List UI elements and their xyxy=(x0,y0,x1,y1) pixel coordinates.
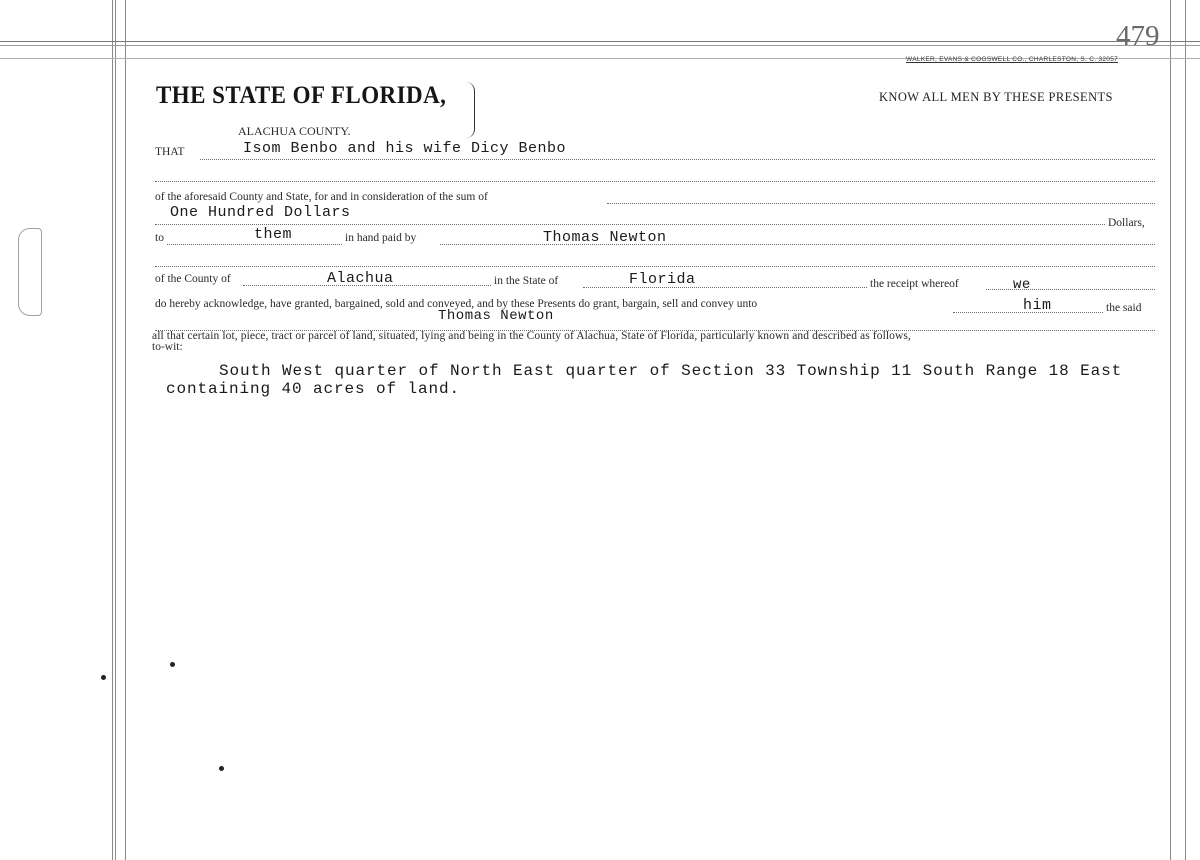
fill-line xyxy=(167,244,342,245)
fill-line xyxy=(155,181,1155,182)
header-rule xyxy=(0,41,1200,42)
header-rule xyxy=(0,45,1200,46)
fill-line xyxy=(200,159,1155,160)
the-said-label: the said xyxy=(1106,302,1142,314)
acknowledge-text: do hereby acknowledge, have granted, bargained, sold and conveyed, and by these Presents do grant, bargain, sell and convey unto xyxy=(155,298,758,310)
know-all-men-heading: KNOW ALL MEN BY THESE PRESENTS xyxy=(879,90,1113,104)
scan-speck xyxy=(170,662,175,667)
to-label: to xyxy=(155,232,164,244)
paid-by-label: in hand paid by xyxy=(345,232,417,244)
margin-rule xyxy=(115,0,116,860)
scan-speck xyxy=(219,766,224,771)
margin-rule xyxy=(1185,0,1186,860)
scan-speck xyxy=(101,675,106,680)
receipt-label: the receipt whereof xyxy=(870,278,959,290)
county-of-label: of the County of xyxy=(155,273,231,285)
that-label: THAT xyxy=(155,146,185,158)
fill-line xyxy=(607,203,1155,204)
convey-unto-field: him xyxy=(1023,297,1052,314)
printer-imprint: WALKER, EVANS & COGSWELL CO., CHARLESTON, S. C. 32057 xyxy=(906,56,1119,63)
grantee-field: Thomas Newton xyxy=(543,229,667,246)
margin-rule xyxy=(112,0,113,860)
county-heading: ALACHUA COUNTY. xyxy=(238,124,351,138)
to-wit-label: to-wit: xyxy=(152,341,183,353)
fill-line xyxy=(583,287,867,288)
document-title: THE STATE OF FLORIDA, xyxy=(156,82,447,109)
all-that-text: all that certain lot, piece, tract or parcel of land, situated, lying and being in the County of Alachua, State of Florida, particularly known and described as follows, xyxy=(152,330,911,342)
county-field: Alachua xyxy=(327,270,394,287)
amount-field: One Hundred Dollars xyxy=(170,204,351,221)
dollars-label: Dollars, xyxy=(1108,217,1145,229)
consideration-text: of the aforesaid County and State, for and in consideration of the sum of xyxy=(155,191,488,203)
grantors-field: Isom Benbo and his wife Dicy Benbo xyxy=(243,140,567,157)
binder-tab xyxy=(18,228,42,316)
land-description-line-1: South West quarter of North East quarter of Section 33 Township 11 South Range 18 East xyxy=(219,362,1123,380)
page-number: 479 xyxy=(1116,20,1160,52)
state-of-label: in the State of xyxy=(494,275,559,287)
said-name-field: Thomas Newton xyxy=(438,308,554,324)
state-field: Florida xyxy=(629,271,696,288)
fill-line xyxy=(986,289,1155,290)
margin-rule xyxy=(1170,0,1171,860)
fill-line xyxy=(155,266,1155,267)
paid-to-field: them xyxy=(254,226,293,243)
receipt-field: we xyxy=(1013,277,1031,293)
title-brace xyxy=(466,82,475,138)
margin-rule xyxy=(125,0,126,860)
fill-line xyxy=(155,224,1105,225)
land-description-line-2: containing 40 acres of land. xyxy=(166,380,461,398)
